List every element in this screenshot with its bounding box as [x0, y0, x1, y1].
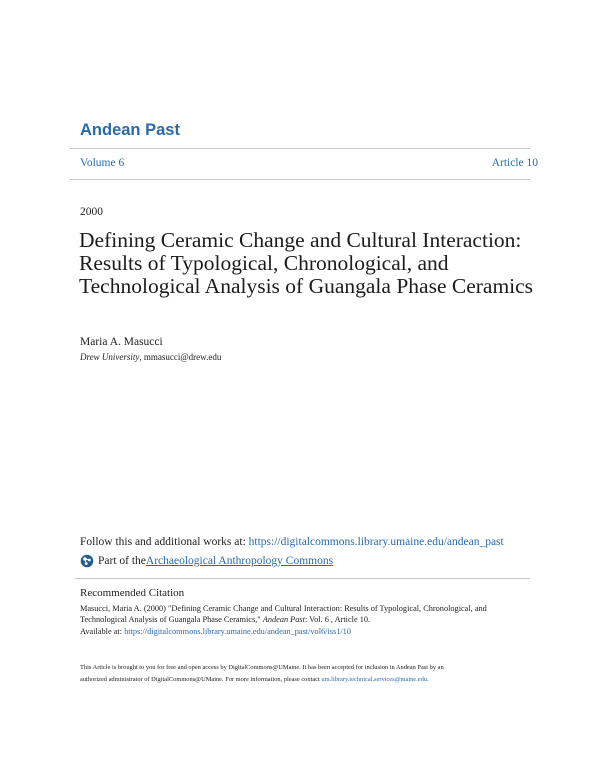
- follow-url-link[interactable]: https://digitalcommons.library.umaine.edu/andean_past: [248, 536, 504, 548]
- author-affiliation: [80, 352, 221, 362]
- archaeological-anthropology-commons-link[interactable]: Archaeological Anthropology Commons: [145, 555, 334, 567]
- available-url-link[interactable]: https://digitalcommons.library.umaine.edu/andean_past/vol6/iss1/10: [124, 626, 351, 636]
- citation-line-2: [80, 614, 520, 625]
- recommended-citation-heading: Recommended Citation: [80, 587, 185, 599]
- article-title: Defining Ceramic Change and Cultural Interaction: Results of Typological, Chronological, and Technological Analysis of Guangala Phase Ceramics: [79, 228, 534, 298]
- footer-line-2-end: .: [426, 675, 429, 683]
- citation-line-2-rest: : Vol. 6 , Article 10.: [304, 615, 371, 625]
- part-of-line: [80, 554, 333, 568]
- citation-line-2-text: Technological Analysis of Guangala Phase Ceramics,": [80, 615, 263, 625]
- publication-year: 2000: [80, 206, 103, 218]
- citation-text: [80, 603, 520, 637]
- footer-notice: [80, 662, 520, 686]
- volume-link[interactable]: Volume 6: [80, 157, 125, 169]
- available-label: Available at:: [80, 626, 125, 636]
- footer-line-2-text: authorized administrator of DigitalCommons@UMaine. For more information, please contact: [80, 675, 322, 683]
- part-of-label: Part of the: [98, 555, 146, 567]
- citation-line-1: Masucci, Maria A. (2000) "Defining Ceramic Change and Cultural Interaction: Results of Typological, Chronological, and: [80, 604, 487, 613]
- header-bottom-rule: [70, 179, 530, 180]
- author-name: Maria A. Masucci: [80, 336, 163, 348]
- citation-top-rule: [75, 578, 530, 579]
- header-top-rule: [70, 148, 530, 149]
- journal-title[interactable]: Andean Past: [80, 121, 180, 139]
- article-link[interactable]: Article 10: [491, 157, 538, 169]
- affiliation-institution: Drew University: [80, 352, 140, 362]
- follow-label: Follow this and additional works at:: [80, 536, 249, 548]
- citation-available-line: [80, 626, 520, 637]
- citation-journal: Andean Past: [262, 615, 305, 625]
- follow-line: [80, 536, 504, 548]
- affiliation-email: , mmasucci@drew.edu: [139, 352, 222, 362]
- footer-line-2: [80, 674, 520, 686]
- bepress-network-icon: [80, 554, 94, 568]
- contact-email-link[interactable]: um.library.technical.services@maine.edu: [321, 675, 427, 683]
- footer-line-1: This Article is brought to you for free and open access by DigitalCommons@UMaine. It has been accepted for inclusion in Andean Past by an: [80, 664, 444, 671]
